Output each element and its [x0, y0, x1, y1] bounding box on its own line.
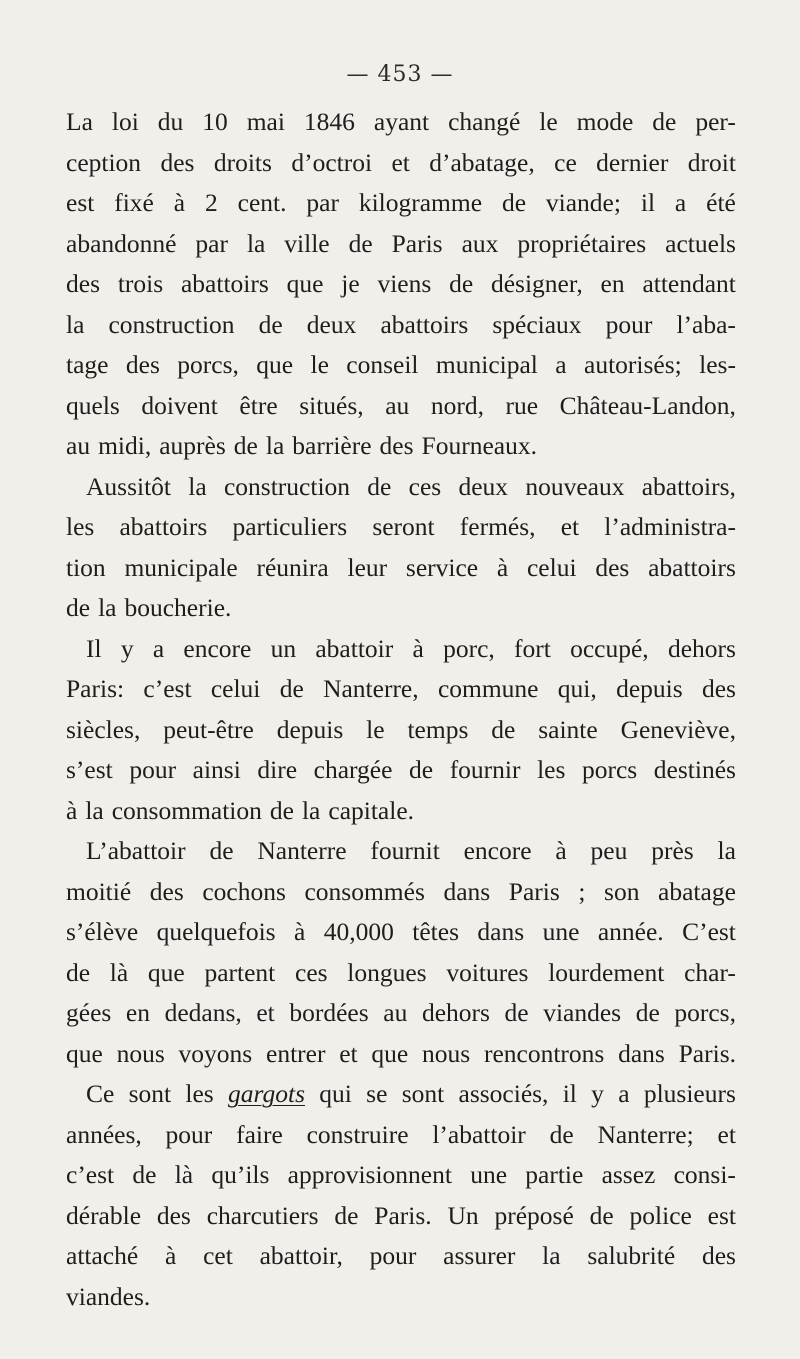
text-line: des trois abattoirs que je viens de désigner, en attendant [66, 269, 736, 298]
text-line: moitié des cochons consommés dans Paris ; son abatage [66, 876, 736, 906]
text-line: La loi du 10 mai 1846 ayant changé le mode de per- [66, 107, 736, 136]
text-line: Paris: c’est celui de Nanterre, commune qui, depuis des [66, 674, 736, 703]
text-line: c’est de là qu’ils approvisionnent une partie assez consi- [66, 1160, 736, 1189]
text-line: s’élève quelquefois à 40,000 têtes dans une année. C’est [66, 917, 736, 946]
text-line: que nous voyons entrer et que nous rencontrons dans Paris. [66, 1038, 736, 1068]
text-line: à la consommation de la capitale. [66, 795, 415, 825]
text-line: Aussitôt la construction de ces deux nouveaux abattoirs, [86, 471, 736, 501]
page-number: — 453 — [346, 62, 454, 87]
text-line: Il y a encore un abattoir à porc, fort occupé, dehors [86, 633, 736, 663]
text-line: tage des porcs, que le conseil municipal a autorisés; les- [66, 350, 736, 379]
text-line: gées en dedans, et bordées au dehors de viandes de porcs, [66, 998, 736, 1027]
text-line: de là que partent ces longues voitures lourdement char- [66, 957, 736, 987]
text-line: de la boucherie. [66, 593, 232, 622]
text-line: les abattoirs particuliers seront fermés, et l’administra- [66, 512, 736, 541]
text-line: ception des droits d’octroi et d’abatage, ce dernier droit [66, 147, 736, 177]
text-line: siècles, peut-être depuis le temps de sainte Geneviève, [66, 714, 736, 744]
text-line: abandonné par la ville de Paris aux propriétaires actuels [66, 228, 736, 258]
text-line: Ce sont les gargots qui se sont associés, il y a plusieurs [86, 1079, 736, 1108]
body-text [66, 102, 736, 1317]
text-line: L’abattoir de Nanterre fournit encore à peu près la [86, 836, 736, 865]
text-line: tion municipale réunira leur service à celui des abattoirs [66, 552, 736, 582]
text-line: au midi, auprès de la barrière des Fourneaux. [66, 431, 537, 460]
text-line: quels doivent être situés, au nord, rue Château-Landon, [66, 390, 736, 420]
text-line: s’est pour ainsi dire chargée de fournir les porcs destinés [66, 755, 736, 784]
text-line: dérable des charcutiers de Paris. Un préposé de police est [66, 1200, 736, 1230]
text-line: la construction de deux abattoirs spéciaux pour l’aba- [66, 309, 736, 339]
text-line: est fixé à 2 cent. par kilogramme de viande; il a été [66, 188, 736, 217]
text-line: viandes. [66, 1281, 151, 1311]
text-line: années, pour faire construire l’abattoir de Nanterre; et [66, 1119, 736, 1149]
text-line: attaché à cet abattoir, pour assurer la salubrité des [66, 1241, 736, 1270]
